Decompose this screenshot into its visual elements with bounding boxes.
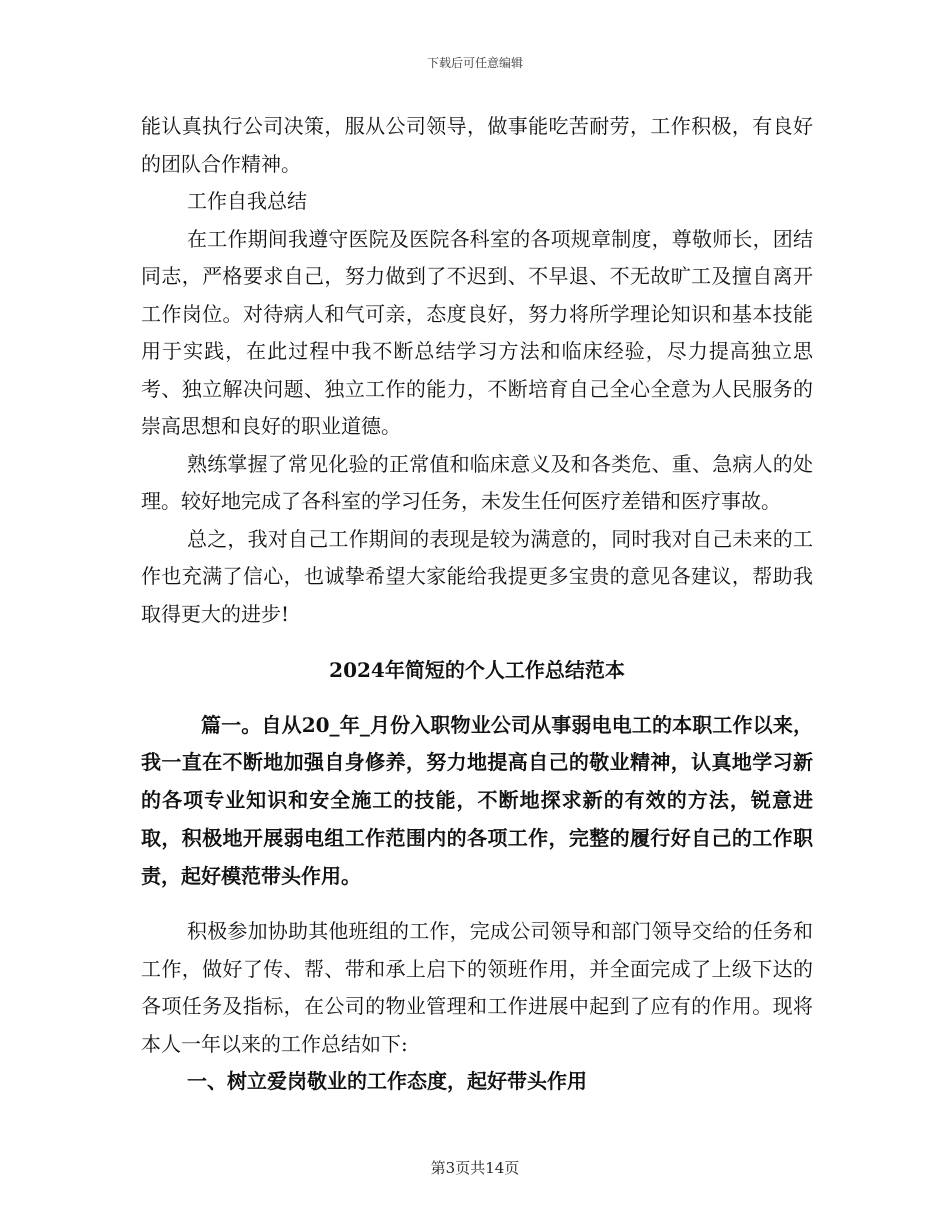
paragraph-assist-teams: 积极参加协助其他班组的工作，完成公司领导和部门领导交给的任务和工作，做好了传、帮、带和承上启下的领班作用，并全面完成了上级下达的各项任务及指标，在公司的物业管理和工作进展中起到了应有的作用。现将本人一年以来的工作总结如下: [141, 919, 813, 1056]
paragraph-conclusion: 总之，我对自己工作期间的表现是较为满意的，同时我对自己未来的工作也充满了信心，也诚挚希望大家能给我提更多宝贵的意见各建议，帮助我取得更大的进步! [141, 526, 813, 626]
section-intro-bold: 篇一。自从20_年_月份入职物业公司从事弱电电工的本职工作以来，我一直在不断地加强自身修养，努力地提高自己的敬业精神，认真地学习新的各项专业知识和安全施工的技能，不断地探求新的有效的方法，锐意进取，积极地开展弱电组工作范围内的各项工作，完整的履行好自己的工作职责，起好模范带头作用。 [141, 712, 813, 888]
paragraph-teamwork: 能认真执行公司决策，服从公司领导，做事能吃苦耐劳，工作积极，有良好的团队合作精神。 [141, 114, 813, 176]
paragraph-subtitle-self-summary: 工作自我总结 [187, 189, 307, 213]
paragraph-spacer [141, 895, 813, 913]
document-body [141, 108, 813, 1101]
page-number: 第3页共14页 [430, 1159, 520, 1177]
sub-heading-1: 一、树立爱岗敬业的工作态度，起好带头作用 [187, 1069, 587, 1094]
section-title: 2024年简短的个人工作总结范本 [329, 658, 625, 682]
paragraph-lab-skills: 熟练掌握了常见化验的正常值和临床意义及和各类危、重、急病人的处理。较好地完成了各科室的学习任务，未发生任何医疗差错和医疗事故。 [141, 451, 813, 513]
page-header-note: 下载后可任意编辑 [426, 56, 523, 70]
paragraph-hospital-work: 在工作期间我遵守医院及医院各科室的各项规章制度，尊敬师长，团结同志，严格要求自己，努力做到了不迟到、不早退、不无故旷工及擅自离开工作岗位。对待病人和气可亲，态度良好，努力将所学理论知识和基本技能用于实践，在此过程中我不断总结学习方法和临床经验，尽力提高独立思考、独立解决问题、独立工作的能力，不断培育自己全心全意为人民服务的崇高思想和良好的职业道德。 [141, 226, 813, 438]
